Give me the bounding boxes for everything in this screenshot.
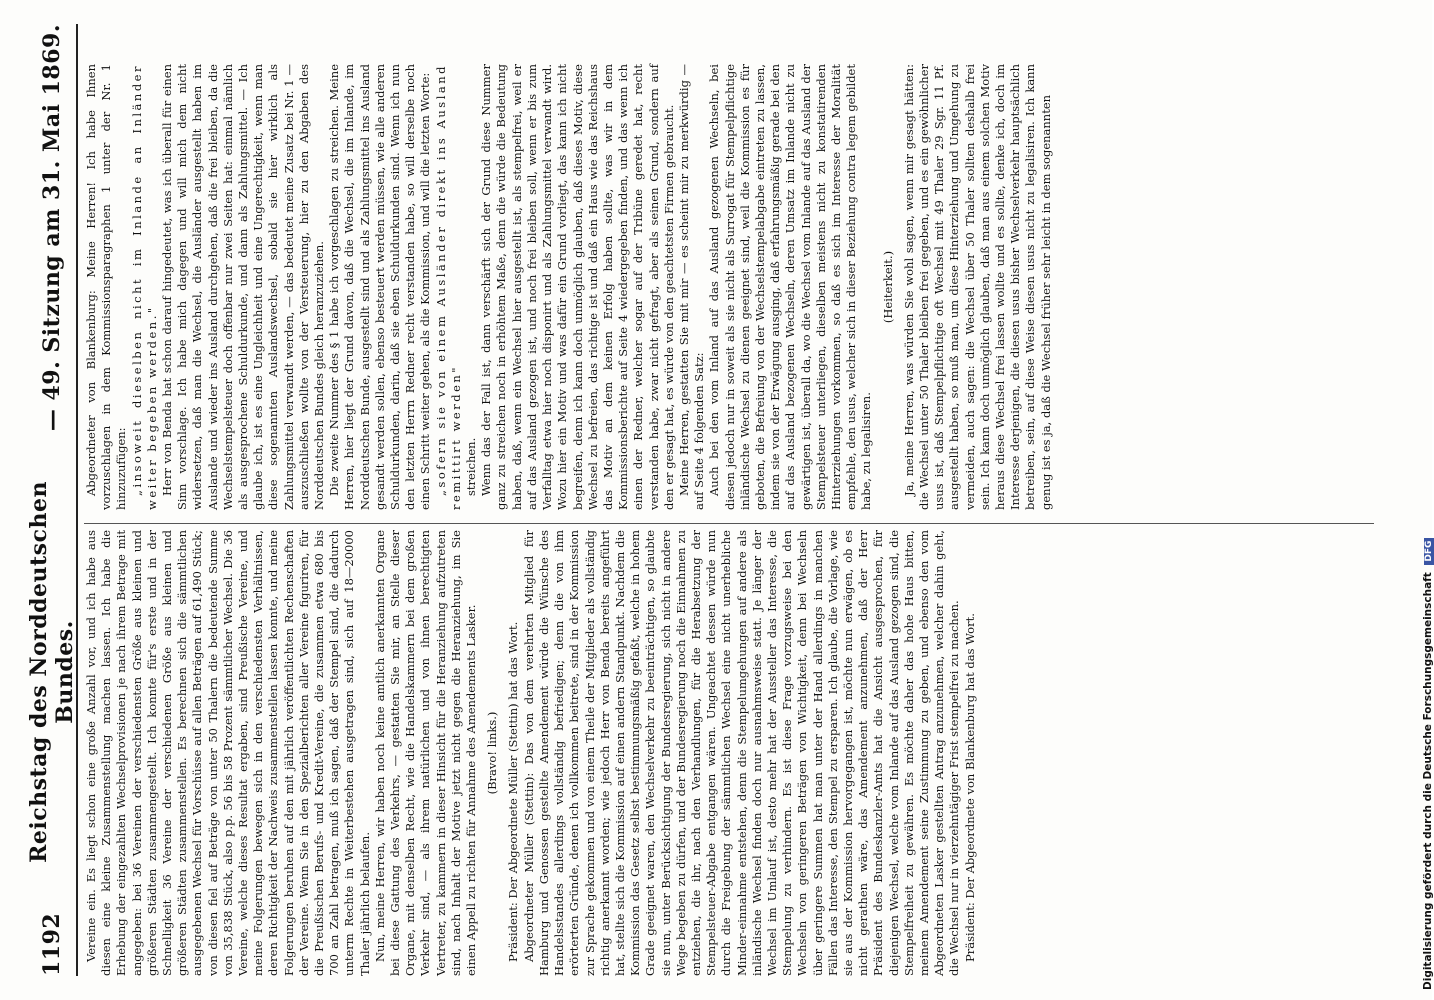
- left-paragraph-2: Nun, meine Herren, wir haben noch keine amtlich anerkannten Organe bei diese Gattung des Verkehrs, — gestatten Sie mir, an Stelle dieser Organe, mit denselben Recht, wie die Handelskammern bei dem großen Verkehr sind, — als ihrem natürlichen und von ihnen berechtigten Vertreter, zu kammern in dieser Hinsicht für die Heranziehung aufzutreten sind, nach Inhalt der Motive jetzt nicht gegen die Heranziehung, im Sie einen Appell zu richten für Annahme des Amendements Lasker.: [372, 530, 479, 976]
- digitization-credit: [1408, 0, 1434, 1000]
- right-quote-2: „sofern sie von einem Ausländer direkt ins Ausland remittirt werden": [433, 64, 463, 510]
- right-column: [84, 64, 1374, 510]
- header-left-title: Reichstag des Norddeutschen Bundes.: [26, 481, 78, 863]
- left-paragraph-3: Abgeordneter Müller (Stettin): Das von dem verehrten Mitglied für Hamburg und Genossen gestellte Amendement würde die Wünsche des Handelsstandes allerdings vollständig befriedigen; denn die von ihm erörterten Gründe, denen ich vollkommen beitrete, sind in der Kommission zur Sprache gekommen und von einem Theile der Mitglieder als vollständig richtig anerkannt worden; wie jedoch Herr von Benda bereits angeführt hat, stellte sich die Kommission auf einen andern Standpunkt. Nachdem die Kommission das Gesetz selbst bestimmungsmäßig gefaßt, welche in hohem Grade geeignet waren, den Wechselverkehr zu beeinträchtigen, so glaubte sie nun, unter Berücksichtigung der Bundesregierung, sich nicht in andere Wege begeben zu dürfen, und der Bundesregierung noch die Einnahmen zu entziehen, die ihr, nach den Verhandlungen, für die Herabsetzung der Stempelsteuer-Abgabe entgangen wären. Ungeachtet dessen würde nun durch die Freigebung der sämmtlichen Wechsel eine nicht unerhebliche Minder-einnahme entstehen, denn die Stempelumgehungen auf andere als inländische Wechsel finden doch nur ausnahmsweise statt. Je länger der Wechsel im Umlauf ist, desto mehr hat der Aussteller das Interesse, die Stempelung zu verhindern. Es ist diese Frage vorzugsweise bei den Wechseln von geringeren Beträgen von Wichtigkeit, denn bei Wechseln über geringere Summen hat man unter der Hand allerdings in manchen Fällen das Interesse, den Stempel zu ersparen. Ich glaube, die Vorlage, wie sie aus der Kommission hervorgegangen ist, möchte nun erwägen, ob es nicht gerathen wäre, das Amendement anzunehmen, daß der Herr Präsident des Bundeskanzler-Amts hat die Ansicht ausgesprochen, für diejenigen Wechsel, welche vom Inlande auf das Ausland gezogen sind, die Stempelfreiheit zu gewähren. Es möchte daher das hohe Haus bitten, meinem Amendement seine Zustimmung zu geben, und ebenso den vom Abgeordneten Lasker gestellten Antrag anzunehmen, welcher dahin geht, die Wechsel nur in vierzehntägiger Frist stempelfrei zu machen.: [521, 530, 962, 976]
- page-header: [26, 24, 78, 976]
- president-note-1: Präsident: Der Abgeordnete Müller (Stettin) hat das Wort.: [506, 621, 521, 962]
- bravo-note: (Bravo! links.): [485, 711, 500, 795]
- right-paragraph-5: Wenn das der Fall ist, dann verschärft sich der Grund diese Nummer ganz zu streichen noch in erhöhtem Maße, denn die würde die Bedeutung haben, daß, wenn ein Wechsel hier ausgestellt ist, als stempelfrei, weil er auf das Ausland gezogen ist, und noch frei bleiben soll, wenn er bis zum Verfalltag etwa hier noch disponirt und als Zahlungsmittel verwandt wird. Wozu hier ein Motiv und was dafür ein Grund vorliegt, das kann ich nicht begreifen, denn ich kann doch unmöglich glauben, daß dieses Motiv, diese Wechsel zu befreien, das richtige ist und daß ein Haus wie das Reichshaus das Motiv an dem keinen Erfolg haben sollte, was wir in dem Kommissionsberichte auf Seite 4 wiedergegeben finden, und das wenn ich einen der Redner, welcher sogar auf der Tribüne geredet hat, recht verstanden habe, zwar nicht gefragt, aber als seinen Grund, sondern auf den er gesagt hat, es würde von den geachtetsten Firmen gebraucht.: [479, 64, 676, 510]
- header-rule: [76, 24, 78, 976]
- right-paragraph-8: Ja, meine Herren, was würden Sie wohl sagen, wenn mir gesagt hätten: die Wechsel unter 50 Thaler bleiben frei gegeben, und es ein gewöhnlicher usus ist, daß Stempelpflichtige oft Wechsel mit 49 Thaler 29 Sgr. 11 Pf. ausgestellt haben, so muß man, um diese Hinterziehung und Umgehung zu vermeiden, auch sagen: die Wechsel über 50 Thaler sollten deshalb frei sein. Ich kann doch unmöglich glauben, daß man aus einem solchen Motiv heraus diese Wechsel frei lassen wollte und es sollte, denke ich, doch im Interesse derjenigen, die diesen usus bisher Wechselverkehr hauptsächlich betreiben, sein, auf diese Weise diesen usus nicht zu legalisiren. Ich kann genug ist es ja, daß die Wechsel früher sehr leicht in dem sogenannten: [901, 64, 1053, 510]
- right-paragraph-1: Abgeordneter von Blankenburg: Meine Herren! Ich habe Ihnen vorzuschlagen in dem Kommissionsparagraphen 1 unter der Nr. 1 hinzuzufügen:: [84, 64, 129, 510]
- right-paragraph-3: Die zweite Nummer des § 1 habe ich vorgeschlagen zu streichen. Meine Herren, hier liegt der Grund davon, daß die Wechsel, die im Inlande, im Norddeutschen Bunde, ausgestellt sind und als Zahlungsmittel ins Ausland gesandt werden sollen, ebenso besteuert werden müssen, wie alle anderen Schuldurkunden, darin, daß sie eben Schuldurkunden sind. Wenn ich nun den letzten Herrn Redner recht verstanden habe, so will derselbe noch einen Schritt weiter gehen, als die Kommission, und will die letzten Worte:: [327, 64, 433, 510]
- right-paragraph-2: Herr von Benda hat schon darauf hingedeutet, was ich überall für einen Sinn vorschlage. Ich habe mich dagegen und will mich dem nicht widersetzen, daß man die Wechsel, die Ausländer ausgestellt haben im Auslande und wieder ins Ausland durchgehen, daß die frei bleiben, da die Wechselstempelsteuer doch offenbar nur zwei Seiten hat: einmal nämlich als ausgesprochene Schuldurkunde, und dann als Zahlungsmittel. — Ich glaube ich, ist es eine Ungleichheit und eine Ungerechtigkeit, wenn man diese sogenannten Auslandswechsel, sobald sie hier wirklich als Zahlungsmittel verwandt werden, — das bedeutet meine Zusatz bei Nr. 1 — auszuschließen wollte von der Versteuerung, hier zu den Abgaben des Norddeutschen Bundes gleich heranzuziehen.: [160, 64, 327, 510]
- dfg-logo: DFG: [1424, 538, 1434, 565]
- credit-text: Digitalisierung gefördert durch die Deutsche Forschungsgemeinschaft: [1422, 572, 1434, 990]
- left-paragraph-1: Vereine ein. Es liegt schon eine große Anzahl vor, und ich habe aus diesen eine kleine Zusammenstellung machen lassen. Ich habe die Erhebung der eingezahlten Wechselprovisionen je nach ihrem Betrage mit angegeben: bei 36 Vereinen der verschiedensten Größe aus kleinen und größeren Städten zusammengestellt. Ich konnte für's erste und in der Schnelligkeit 36 Vereine der verschiedenen Größe aus kleinen und größeren Städten zusammenstellen. Es berechnen sich die sämmtlichen ausgegebenen Wechsel für Vorschüsse auf allen Beträgen auf 61,490 Stück; von diesen fiel auf Beträge von unter 50 Thalern die bedeutende Summe von 35,838 Stück, also p.p. 56 bis 58 Prozent sämmtlicher Wechsel. Die 36 Vereine, welche dieses Resultat ergaben, sind Preußische Vereine, und meine Folgerungen bewegen sich in den verschiedensten Verhältnissen, deren Richtigkeit der Nachweis zusammenstellen lassen konnte, und meine Folgerungen beruhen auf den mit jährlich veröffentlichten Rechenschaften der Vereine. Wenn Sie in den Spezialberichten aller Vereine figuriren, für die Preußischen Berufs- und Kredit-Vereine, die zusammen etwa 680 bis 700 an Zahl betragen, muß ich sagen, daß der Stempel sind, die dadurch unterm Rechte in Weiterbestehen ausgetragen sind, sich auf 18—20000 Thaler jährlich belaufen.: [84, 530, 372, 976]
- header-right-title: — 49. Sitzung am 31. Mai 1869.: [39, 24, 65, 432]
- column-divider: [84, 523, 1374, 524]
- president-note-2: Präsident: Der Abgeordnete von Blankenburg hat das Wort.: [962, 613, 977, 962]
- page-number: 1192: [39, 912, 65, 976]
- left-column: [84, 530, 1374, 976]
- right-paragraph-7: Auch bei den vom Inland auf das Ausland gezogenen Wechseln, bei diesen jedoch nur in soweit als sie nicht als Surrogat für Stempelpflichtige inländische Wechsel zu dienen geeignet sind, weil die Kommission es für geboten, die Befreiung von der Wechselstempelabgabe eintreten zu lassen, indem sie von der Erwägung ausging, daß erfahrungsmäßig gerade bei den auf das Ausland bezogenen Wechseln, deren Umsatz im Inlande nicht zu gewärtigen ist, überall da, wo die Wechsel vom Inlande auf das Ausland der Stempelsteuer unterliegen, dieselben meistens nicht zu konstatirenden Hinterziehungen vorkommen, so daß es sich im Interesse der Moralität empfehle, den usus, welcher sich in dieser Beziehung contra legem gebildet habe, zu legalisiren.: [707, 64, 874, 510]
- heiterkeit-note: (Heiterkeit.): [880, 250, 895, 324]
- right-paragraph-6: Meine Herren, gestatten Sie mit mir — es scheint mir zu merkwürdig — auf Seite 4 folgenden Satz:: [676, 64, 707, 510]
- right-paragraph-4: streichen.: [464, 437, 479, 496]
- right-quote-1: „insoweit dieselben nicht im Inlande an Inländer weiter begeben werden.": [129, 64, 159, 510]
